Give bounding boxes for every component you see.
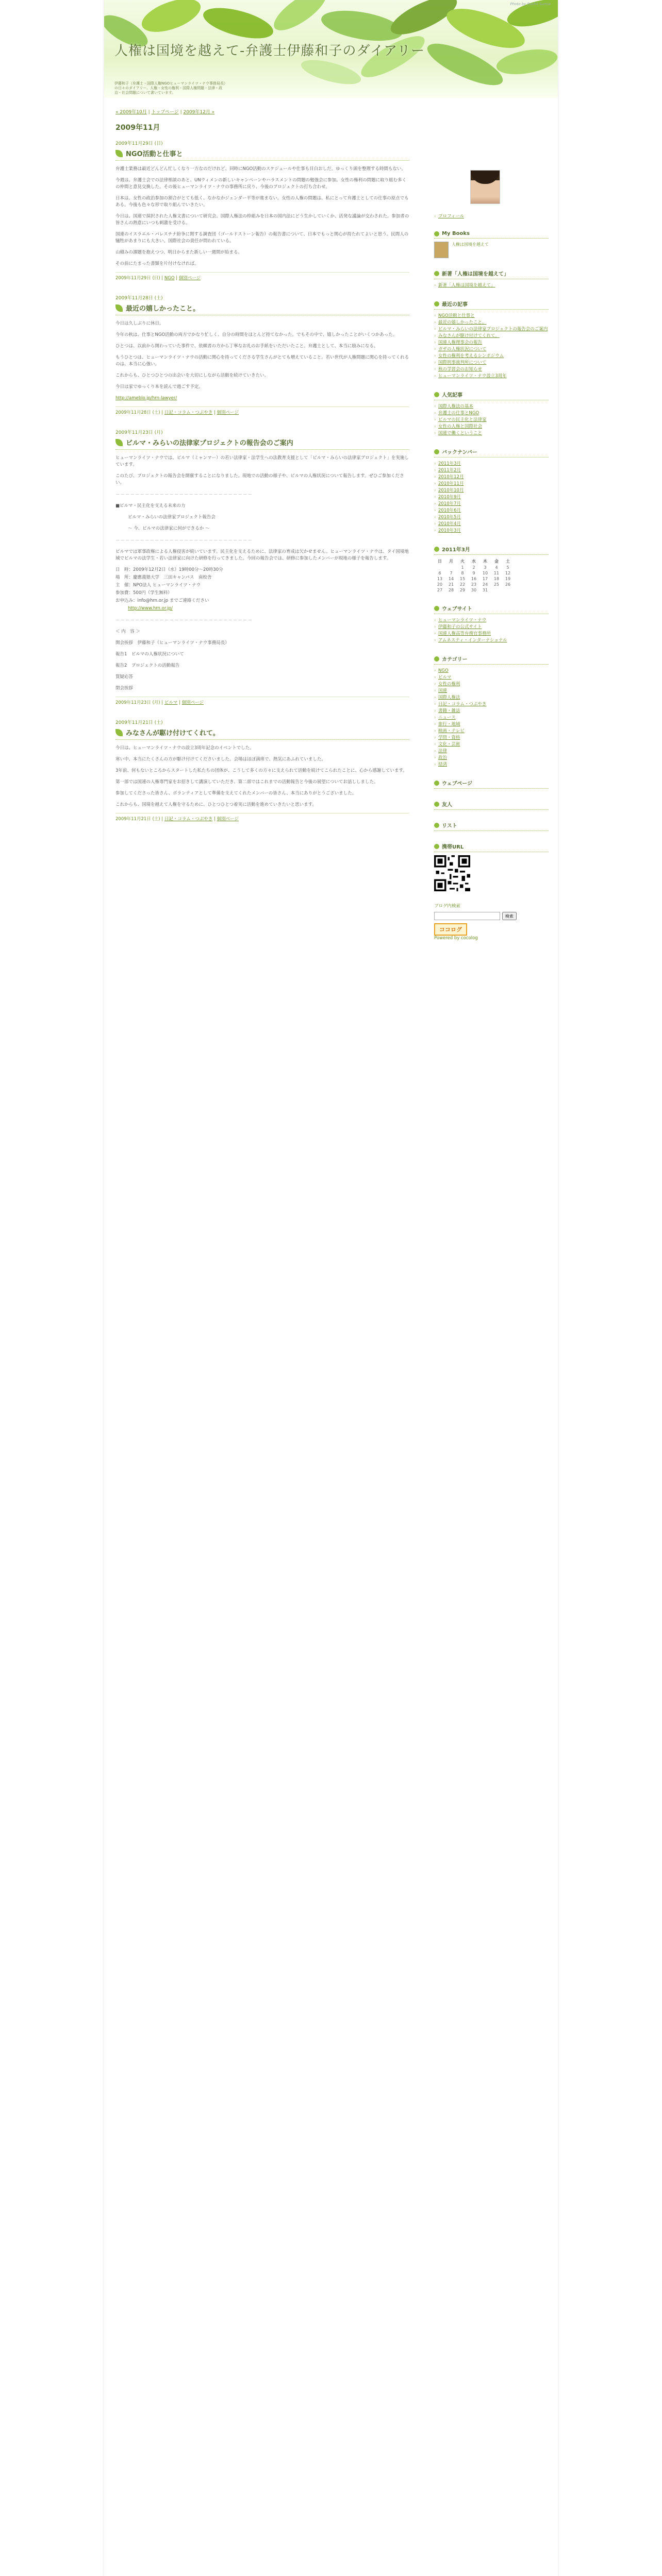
widget-title (434, 545, 549, 555)
popular-entries-widget (434, 391, 549, 436)
entry-posted-date: 2009年11月21日 (土) (115, 817, 160, 822)
sidebar-link[interactable]: 映画・テレビ (438, 728, 465, 734)
calendar-weekday: 火 (460, 559, 465, 564)
leaf-icon (115, 150, 123, 157)
calendar-day[interactable]: 15 (459, 577, 466, 581)
entry-footer: 2009年11月28日 (土) | 日記・コラム・つぶやき | 個別ページ (115, 406, 409, 415)
entry-title-text[interactable]: ビルマ・みらいの法律家プロジェクトの報告会のご案内 (126, 439, 293, 447)
event-line: ■ビルマ・民主化を支える未来の力 (115, 503, 186, 509)
mybooks-widget (434, 231, 549, 258)
sidebar-link[interactable]: 旅行・地域 (438, 722, 460, 727)
sidebar-list-item (434, 474, 549, 480)
sidebar-list-item (434, 637, 549, 643)
leaf-bullet-icon (434, 656, 439, 662)
calendar-day[interactable]: 8 (461, 571, 464, 575)
sidebar-list-item (434, 735, 549, 741)
header-photo-credit: Photo by Rushii Sumia (510, 2, 551, 6)
entry-body (115, 166, 409, 267)
recent-entries-widget (434, 300, 549, 379)
entry-paragraph: 今日は久しぶりに休日。 (115, 321, 164, 326)
entry-paragraph: 寒い中、本当にたくさんの方が駆け付けてくださいました。会場はほぼ満席で、熱気にあふれていました。 (115, 757, 326, 762)
sidebar-list-item (434, 507, 549, 514)
entry-date: 2009年11月23日 (月) (115, 430, 163, 435)
entry-external-link[interactable]: http://ameblo.jp/hrn-lawyer/ (115, 396, 177, 401)
calendar-day[interactable]: 9 (472, 571, 475, 575)
sidebar-link[interactable]: 文化・芸術 (438, 742, 460, 747)
sidebar-list-item (434, 423, 549, 430)
widget-title (434, 391, 549, 400)
entry-paragraph: 今年の秋は、仕事とNGO活動の両方でかなり忙しく、自分の時間をほとんど持てなかった。でもその中で、嬉しかったことがいくつかあった。 (115, 332, 398, 337)
sidebar-link[interactable]: 女性の権利 (438, 682, 460, 687)
entry-permalink[interactable]: 個別ページ (217, 410, 239, 415)
entry (115, 429, 409, 705)
separator-line: －－－－－－－－－－－－－－－－－－－－－－－－－－－－ (115, 538, 253, 544)
sidebar-list-item (434, 501, 549, 507)
blog-title[interactable]: 人権は国境を越えて-弁護士伊藤和子のダイアリー (114, 43, 425, 59)
leaf-bullet-icon (434, 231, 439, 236)
calendar-day[interactable]: 26 (505, 582, 511, 587)
entry (115, 140, 409, 281)
sidebar-link[interactable]: 2010年6月 (438, 508, 461, 513)
leaf-bullet-icon (434, 271, 439, 276)
calendar-weekday: 水 (472, 559, 476, 564)
sidebar-link[interactable]: 2011年3月 (438, 461, 461, 466)
calendar-day[interactable]: 7 (450, 571, 453, 575)
sidebar-list-item (434, 514, 549, 520)
sidebar-link[interactable]: 国連 (438, 688, 448, 693)
sidebar-list-item (434, 417, 549, 423)
archive-month-heading: 2009年11月 (115, 124, 160, 132)
sidebar-list-item (434, 521, 549, 527)
entry-body (115, 320, 409, 402)
sidebar-list-item (434, 715, 549, 721)
entry-footer: 2009年11月23日 (月) | ビルマ | 個別ページ (115, 697, 409, 705)
calendar-day[interactable]: 23 (471, 582, 477, 587)
entry-paragraph: これからも、国境を越えて人権を守るために、ひとつひとつ着実に活動を進めていきたいと思います。 (115, 802, 317, 807)
entry (115, 294, 409, 415)
sidebar-link[interactable]: 国際人権法 (438, 695, 460, 700)
sidebar-link[interactable]: みなさんが駆け付けてくれて。 (438, 333, 500, 338)
sidebar-link[interactable]: ビルマ (438, 675, 452, 680)
sidebar-link[interactable]: 書籍・雑誌 (438, 708, 460, 714)
blog-header (104, 0, 558, 98)
leaf-bullet-icon (434, 449, 439, 454)
leaf-bullet-icon (434, 823, 439, 828)
calendar-widget (434, 545, 549, 593)
sidebar-link[interactable]: ガザの人権状況について (438, 347, 487, 352)
newbook-widget (434, 269, 549, 289)
categories-list (434, 668, 549, 768)
blog-description: 伊藤和子（弁護士・国際人権NGOヒューマンライツ・ナウ事務局長）の日々のダイアリー。人権・女性の権利・国際人権問題・法律・政治・社会問題について書いています。 (114, 81, 227, 95)
sidebar-list-item (434, 410, 549, 416)
calendar-day[interactable]: 4 (495, 565, 498, 570)
entry-date: 2009年11月21日 (土) (115, 720, 163, 725)
friends-widget (434, 800, 549, 810)
calendar-table (434, 558, 514, 593)
calendar-day[interactable]: 31 (482, 588, 488, 592)
widget-title (434, 779, 549, 789)
sidebar-link[interactable]: ヒューマンライツ・ナウ (438, 618, 487, 623)
entry-category-link[interactable]: 日記・コラム・つぶやき (164, 410, 213, 415)
sidebar-link[interactable]: 国際刑事裁判所について (438, 360, 487, 365)
leaf-bullet-icon (434, 802, 439, 807)
sidebar-list-item (434, 282, 549, 289)
widget-title-text: カテゴリー (442, 657, 468, 663)
entry-title[interactable] (115, 148, 409, 161)
entry-posted-date: 2009年11月23日 (月) (115, 700, 160, 705)
sidebar-link[interactable]: ビルマ・みらいの法律家プロジェクトの報告会のご案内 (438, 327, 548, 332)
next-month-link[interactable]: 2009年12月 » (183, 110, 215, 115)
sidebar-list-item (434, 721, 549, 727)
widget-title (434, 448, 549, 457)
schedule-line: 場 所：慶應義塾大学 三田キャンパス 南校舎 (115, 575, 212, 580)
widget-title (434, 300, 549, 310)
calendar-weekday: 金 (494, 559, 499, 564)
entry-paragraph: もうひとつは、ヒューマンライツ・ナウの活動に関心を持ってくださる学生さんがとても増えていること。若い世代が人権問題に関心を持ってくれるのは、本当に心強い。 (115, 355, 409, 367)
month-pager: « 2009年10月 | トップページ | 2009年12月 » (115, 110, 215, 115)
web-links-widget (434, 604, 549, 643)
sidebar-link[interactable]: 2010年9月 (438, 495, 461, 500)
sidebar-link[interactable]: NGO (438, 668, 449, 673)
profile-link[interactable]: プロフィール (438, 214, 465, 219)
calendar-day[interactable]: 11 (493, 571, 500, 575)
popular-entries-list (434, 403, 549, 436)
sidebar (434, 170, 549, 952)
entry-paragraph: 参加してくださった皆さん、ボランティアとして準備を支えてくれたメンバーの皆さん、本当にありがとうございました。 (115, 791, 357, 796)
sidebar-list-item (434, 708, 549, 714)
calendar-day[interactable]: 20 (437, 582, 443, 587)
sidebar-list-item (434, 755, 549, 761)
page (104, 0, 558, 2576)
sidebar-list-item (434, 624, 549, 630)
entry-title[interactable] (115, 727, 409, 740)
program-item: 報告1 ビルマの人権状況について (115, 652, 184, 657)
categories-widget (434, 655, 549, 768)
entry-date: 2009年11月29日 (日) (115, 141, 163, 146)
leaf-icon (115, 729, 123, 736)
widget-title (434, 821, 549, 831)
sidebar-list-item (434, 761, 549, 768)
sidebar-link[interactable]: 最近の嬉しかったこと。 (438, 320, 487, 325)
entry-title[interactable] (115, 437, 409, 450)
sidebar-list-item (434, 674, 549, 681)
widget-title (434, 269, 549, 279)
powered-by-link[interactable]: Powered by cocolog (434, 936, 478, 941)
sidebar-list-item (434, 313, 549, 319)
newbook-list (434, 282, 549, 289)
calendar-day[interactable]: 1 (461, 565, 464, 570)
sidebar-link[interactable]: アムネスティ・インターナショナル (438, 638, 507, 643)
web-links-list (434, 617, 549, 643)
backnumber-widget (434, 448, 549, 534)
sidebar-list-item (434, 728, 549, 734)
book-cover[interactable] (434, 242, 449, 258)
sidebar-list-item (434, 494, 549, 500)
sidebar-link[interactable]: NGO活動と仕事と (438, 313, 475, 318)
widget-title-text: 新著「人権は国境を越えて」 (442, 272, 509, 277)
search-widget (434, 903, 549, 941)
sidebar-list-item (434, 467, 549, 473)
calendar-day[interactable]: 22 (459, 582, 466, 587)
sidebar-link[interactable]: 法律 (438, 749, 448, 754)
schedule-line: 日 時：2009年12月2日（水）19時00分～20時30分 (115, 567, 223, 572)
widget-title-text: My Books (442, 231, 470, 236)
sidebar-list-item (434, 326, 549, 332)
backnumber-list (434, 461, 549, 534)
calendar-day[interactable]: 10 (482, 571, 488, 575)
program-item: 質疑応答 (115, 674, 134, 680)
sidebar-link[interactable]: 経済 (438, 762, 448, 767)
leaf-bullet-icon (434, 606, 439, 611)
calendar-day[interactable]: 21 (448, 582, 454, 587)
entry-posted-date: 2009年11月29日 (日) (115, 276, 160, 281)
schedule-line: 主 催：NPO法人 ヒューマンライツ・ナウ (115, 583, 201, 588)
separator-line: －－－－－－－－－－－－－－－－－－－－－－－－－－－－ (115, 493, 253, 498)
calendar-day[interactable]: 13 (437, 577, 443, 581)
sidebar-link[interactable]: 女性の権利を考えるシンポジウム (438, 353, 504, 359)
leaf-bullet-icon (434, 301, 439, 307)
book-title[interactable]: 人権は国境を越えて (452, 242, 489, 247)
entry-footer: 2009年11月29日 (日) | NGO | 個別ページ (115, 272, 409, 281)
sidebar-link[interactable]: 2010年10月 (438, 488, 464, 493)
mybook-item[interactable] (434, 242, 549, 258)
event-line: ビルマ・みらいの法律家プロジェクト報告会 (128, 515, 216, 520)
sidebar-link[interactable]: 女性の人権と国際社会 (438, 424, 483, 429)
entry-external-link[interactable]: http://www.hrn.or.jp/ (128, 606, 173, 611)
widget-title-text: 携帯URL (442, 844, 464, 850)
entry-category-link[interactable]: 日記・コラム・つぶやき (164, 817, 213, 822)
sidebar-link[interactable]: 2010年7月 (438, 501, 461, 506)
sidebar-link[interactable]: 国連で働くということ (438, 431, 483, 436)
entry-title[interactable] (115, 303, 409, 315)
entry-paragraph: その前にたまった書類を片付けなければ。 (115, 261, 199, 266)
sidebar-list-item (434, 681, 549, 687)
sidebar-list-item (434, 366, 549, 372)
program-item: 報告2 プロジェクトの活動報告 (115, 663, 180, 668)
search-button[interactable]: 検索 (502, 912, 517, 920)
sidebar-link[interactable]: ヒューマンライツ・ナウ設立3周年 (438, 374, 507, 379)
entry-date: 2009年11月28日 (土) (115, 296, 163, 301)
leaf-bullet-icon (434, 844, 439, 849)
calendar-weekday: 月 (449, 559, 453, 564)
entry-paragraph: このたび、プロジェクトの報告会を開催することになりました。現地での活動の様子や、ビルマの人権状況について報告します。ぜひご参加ください。 (115, 473, 404, 485)
calendar-day[interactable]: 19 (505, 577, 511, 581)
event-description: ビルマでは軍事政権による人権侵害が続いています。民主化を支えるために、法律家の育成は欠かせません。ヒューマンライツ・ナウは、タイ国境地域でビルマの法学生・若い法律家に向けた研修を行ってきました。今回の報告会では、研修に参加したメンバーが現地の様子を報告します。 (115, 549, 409, 561)
sidebar-list-item (434, 617, 549, 623)
entry-body (115, 745, 409, 808)
sidebar-list-item (434, 461, 549, 467)
search-input[interactable] (434, 912, 500, 920)
sidebar-list-item (434, 481, 549, 487)
sidebar-list-item (434, 688, 549, 694)
sidebar-list-item (434, 487, 549, 494)
sidebar-link[interactable]: 国際人権法の基本 (438, 404, 474, 409)
sidebar-link[interactable]: 弁護士の仕事とNGO (438, 411, 479, 416)
webpage-widget (434, 779, 549, 789)
calendar-day[interactable]: 28 (448, 588, 454, 592)
sidebar-link[interactable]: 2010年5月 (438, 515, 461, 520)
leaf-icon (115, 304, 123, 312)
calendar-day[interactable]: 12 (505, 571, 511, 575)
leaf-bullet-icon (434, 781, 439, 786)
entry-paragraph: 日本は、女性の政治参加の割合がとても低く、なかなかジェンダー平等が進まない。女性の人権の問題は、私にとって弁護士としての仕事の原点でもある。今後も色々な形で取り組んでいきたい。 (115, 196, 409, 208)
entry-paragraph: 3年前、何もないところからスタートした私たちの団体が、こうして多くの方々に支えられて活動を続けてこられたことに、心から感謝しています。 (115, 768, 407, 773)
entry-permalink[interactable]: 個別ページ (181, 700, 204, 705)
leaf-icon (115, 439, 123, 446)
calendar-day[interactable]: 29 (459, 588, 466, 592)
program-item: 開会挨拶 伊藤和子（ヒューマンライツ・ナウ事務局長） (115, 640, 229, 646)
widget-title (434, 655, 549, 665)
entry-permalink[interactable]: 個別ページ (178, 276, 201, 281)
calendar-day[interactable]: 16 (471, 577, 477, 581)
calendar-day (434, 565, 445, 570)
widget-title-text: 人気記事 (442, 393, 462, 398)
calendar-day[interactable]: 25 (493, 582, 500, 587)
sidebar-list-item (434, 430, 549, 436)
calendar-day[interactable]: 6 (438, 571, 441, 575)
sidebar-link[interactable]: 2010年12月 (438, 474, 464, 480)
sidebar-list-item (434, 340, 549, 346)
calendar-day[interactable]: 30 (471, 588, 477, 592)
calendar-day[interactable]: 2 (472, 565, 475, 570)
sidebar-list-item (434, 668, 549, 674)
sidebar-link[interactable]: 日記・コラム・つぶやき (438, 702, 487, 707)
sidebar-list-item (434, 631, 549, 637)
entry-paragraph: 今週は、弁護士会での法律相談のあと、UNウィメンの新しいキャンペーンやハラスメントの問題の勉強会に参加。女性の権利の問題に取り組む多くの仲間と意見交換した。その後ヒューマンライツ・ナウの事務所に戻り、今後のプロジェクトの打ち合わせ。 (115, 178, 407, 190)
sidebar-link[interactable]: 国連人権理事会の報告 (438, 340, 483, 345)
widget-title-text: 最近の記事 (442, 302, 468, 308)
sidebar-list-item (434, 360, 549, 366)
search-title: ブログ内検索 (434, 904, 461, 909)
entry-permalink[interactable]: 個別ページ (217, 817, 239, 822)
leaf-bullet-icon (434, 547, 439, 552)
entry-paragraph: 今日は、国連で採択された人権文書について研究会。国際人権法の枠組みを日本の国内法にどう生かしていくか、活発な議論が交わされた。参加者の皆さんの熱意にいつも刺激を受ける。 (115, 214, 409, 226)
sidebar-list-item (434, 373, 549, 379)
calendar-day[interactable]: 17 (482, 577, 488, 581)
separator-line: －－－－－－－－－－－－－－－－－－－－－－－－－－－－ (115, 618, 253, 623)
calendar-weekday: 土 (506, 559, 510, 564)
sidebar-link[interactable]: 新著「人権は国境を越えて」 (438, 283, 495, 288)
top-page-link[interactable]: トップページ (151, 110, 179, 115)
sidebar-list-item (434, 319, 549, 326)
entry-paragraph: 弁護士業務は最近どんどん忙しくなり一方なのだけれど、同時にNGO活動のスケジュールや仕事も目白おしだ。ゆっくり頭を整理する時間もない。 (115, 166, 406, 172)
entry-category-link[interactable]: NGO (164, 276, 175, 281)
program-item: 閉会挨拶 (115, 686, 134, 691)
entry-paragraph: 国連のイスラエル・パレスチナ紛争に関する調査団（ゴールドストーン報告）の報告書について、日本でもっと関心が持たれてよいと思う。民間人の犠牲があまりにも大きい。国際社会の責任が問われている。 (115, 232, 409, 244)
calendar-day[interactable]: 24 (482, 582, 488, 587)
search-row (434, 912, 549, 920)
leaf-bullet-icon (434, 392, 439, 397)
profile-photo[interactable] (470, 170, 500, 204)
widget-title (434, 800, 549, 810)
entry-title-text[interactable]: みなさんが駆け付けてくれて。 (126, 730, 220, 737)
widget-title-text: バックナンバー (442, 450, 477, 455)
calendar-day (491, 587, 502, 593)
cocolog-badge[interactable]: ココログ (434, 923, 467, 936)
calendar-day[interactable]: 5 (506, 565, 509, 570)
widget-title (434, 842, 549, 852)
sidebar-link[interactable]: 2011年2月 (438, 468, 461, 473)
sidebar-list-item (434, 333, 549, 339)
entry-title-text[interactable]: 最近の嬉しかったこと。 (126, 305, 200, 313)
recent-entries-list (434, 313, 549, 379)
sidebar-link[interactable]: 2010年3月 (438, 528, 461, 533)
entry-category-link[interactable]: ビルマ (164, 700, 178, 705)
calendar-day (502, 587, 514, 593)
sidebar-list-item (434, 748, 549, 754)
sidebar-list-item (434, 701, 549, 707)
entry-paragraph: 山積みの課題を抱えつつ、明日からまた新しい一週間が始まる。 (115, 250, 242, 255)
calendar-day (445, 565, 457, 570)
entry-posted-date: 2009年11月28日 (土) (115, 410, 160, 415)
main-column (115, 108, 409, 835)
entry-paragraph: これからも、ひとつひとつの出会いを大切にしながら活動を続けていきたい。 (115, 373, 269, 378)
entry-paragraph: 第一部では国連の人権専門家をお招きして講演していただき、第二部ではこれまでの活動報告と今後の展望についてお話ししました。 (115, 779, 378, 785)
widget-title-text: ウェブサイト (442, 606, 472, 612)
entry-body (115, 455, 409, 692)
sidebar-list-item (434, 353, 549, 359)
sidebar-link[interactable]: 2010年11月 (438, 481, 464, 486)
sidebar-list-item (434, 528, 549, 534)
calendar-day[interactable]: 3 (484, 565, 487, 570)
widget-title-text: リスト (442, 823, 457, 829)
list-widget (434, 821, 549, 831)
qr-code-icon (434, 855, 470, 891)
widget-title-text[interactable]: 2011年3月 (442, 547, 470, 553)
sidebar-link[interactable]: 2010年4月 (438, 521, 461, 527)
qr-widget (434, 842, 549, 891)
calendar-day[interactable]: 18 (493, 577, 500, 581)
sidebar-link[interactable]: 伊藤和子の公式サイト (438, 624, 482, 630)
event-line: ～ 今、ビルマの法律家に何ができるか ～ (128, 526, 210, 531)
entry-paragraph: 今日は家でゆっくり本を読んで過ごす予定。 (115, 384, 203, 389)
widget-title-text: ウェブページ (442, 781, 472, 787)
entry-title-text[interactable]: NGO活動と仕事と (126, 150, 183, 158)
profile-widget (434, 213, 549, 219)
event-schedule (115, 567, 409, 604)
schedule-line: お申込み：info@hrn.or.jp までご連絡ください (115, 598, 209, 603)
entry-paragraph: ひとつは、以前から関わっていた事件で、依頼者の方から丁寧なお礼のお手紙をいただいたこと。弁護士として、本当に励みになる。 (115, 344, 378, 349)
entry-paragraph: 今日は、ヒューマンライツ・ナウの設立3周年記念のイベントでした。 (115, 745, 254, 751)
sidebar-list-item (434, 346, 549, 352)
calendar-day[interactable]: 14 (448, 577, 454, 581)
sidebar-link[interactable]: 学問・資格 (438, 735, 460, 740)
sidebar-list-item (434, 403, 549, 410)
calendar-weekday: 日 (438, 559, 442, 564)
sidebar-link[interactable]: 国連人権高等弁務官事務所 (438, 631, 491, 636)
sidebar-list-item (434, 694, 549, 701)
widget-title (434, 604, 549, 614)
sidebar-link[interactable]: ビルマの民主化と法律家 (438, 417, 487, 422)
entry-paragraph: ヒューマンライツ・ナウでは、ビルマ（ミャンマー）の若い法律家・法学生への法教育支援として「ビルマ・みらいの法律家プロジェクト」を実施しています。 (115, 455, 409, 467)
calendar-weekday: 木 (483, 559, 487, 564)
calendar-day[interactable]: 27 (437, 588, 443, 592)
widget-title-text: 友人 (442, 802, 452, 808)
entry (115, 719, 409, 822)
sidebar-link[interactable]: 政治 (438, 755, 448, 760)
prev-month-link[interactable]: « 2009年10月 (115, 110, 147, 115)
widget-title (434, 231, 549, 239)
sidebar-link[interactable]: 秋の学習会のお知らせ (438, 367, 482, 372)
sidebar-link[interactable]: ニュース (438, 715, 456, 720)
schedule-line: 参加費：500円（学生無料） (115, 590, 172, 596)
program-heading: ＜ 内 容 ＞ (115, 629, 140, 634)
sidebar-list-item (434, 741, 549, 748)
entry-footer: 2009年11月21日 (土) | 日記・コラム・つぶやき | 個別ページ (115, 813, 409, 822)
